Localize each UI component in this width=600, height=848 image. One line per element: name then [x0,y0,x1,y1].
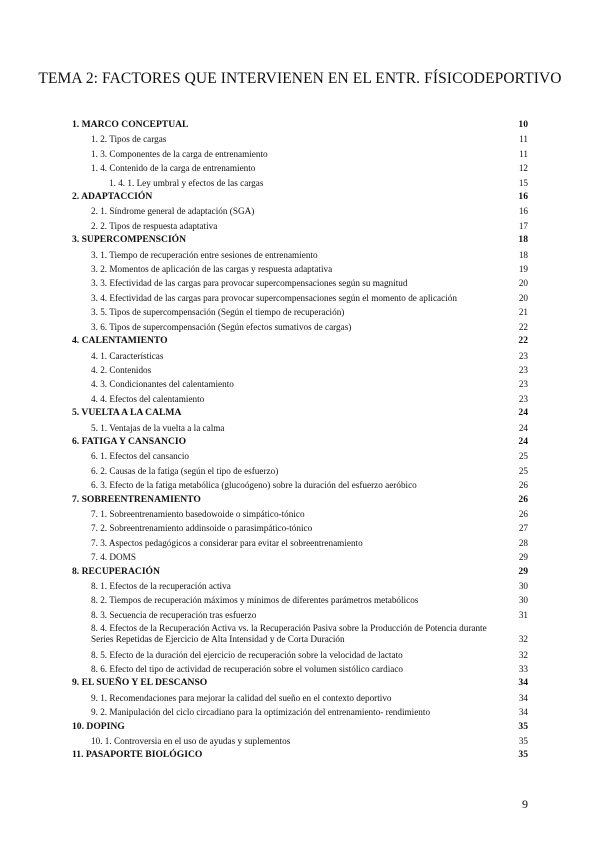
toc-entry-label: 7. SOBREENTRENAMIENTO [72,493,201,505]
toc-entry-label: 5. 1. Ventajas de la vuelta a la calma [91,422,225,433]
toc-entry-label: 6. 1. Efectos del cansancio [91,451,189,462]
toc-entry-label: 2. ADAPTACCIÓN [72,191,153,203]
toc-entry-page: 27 [518,523,528,534]
toc-entry-label: 1. 4. 1. Ley umbral y efectos de las cargas [109,177,264,188]
toc-entry-page: 19 [518,264,528,275]
toc-entry-page: 28 [518,537,528,548]
table-of-contents [72,118,528,763]
toc-subsection-entry[interactable] [72,662,528,676]
toc-subsection-entry[interactable] [72,550,528,564]
toc-entry-page: 11 [519,134,528,145]
toc-entry-page: 34 [518,692,528,703]
toc-entry-label: 6. FATIGA Y CANSANCIO [72,435,187,447]
toc-entry-label: 7. 3. Aspectos pedagógicos a considerar para evitar el sobreentrenamiento [91,537,363,548]
toc-entry-page: 31 [518,609,528,620]
toc-entry-label: 7. 2. Sobreentrenamiento addinsoide o parasimpático-tónico [91,523,313,534]
toc-entry-page: 35 [518,720,528,732]
toc-entry-label: 8. 2. Tiempos de recuperación máximos y mínimos de diferentes parámetros metabólicos [91,595,419,606]
toc-subsection-entry[interactable] [72,478,528,492]
toc-entry-page: 16 [518,191,528,203]
toc-entry-page: 32 [518,649,528,660]
toc-entry-page: 23 [518,364,528,375]
toc-entry-page: 20 [518,292,528,303]
toc-entry-page: 25 [518,451,528,462]
toc-entry-label: 8. 6. Efecto del tipo de actividad de recuperación sobre el volumen sistólico cardiaco [91,664,404,675]
toc-entry-page: 22 [518,335,528,347]
toc-section-entry[interactable] [72,748,528,762]
toc-entry-page: 24 [518,407,528,419]
toc-entry-label: 4. 2. Contenidos [91,364,152,375]
toc-subsection-entry[interactable] [72,622,528,647]
toc-entry-label: 1. MARCO CONCEPTUAL [72,119,189,130]
toc-entry-label: 4. CALENTAMIENTO [72,335,168,347]
toc-entry-label: 6. 2. Causas de la fatiga (según el tipo de esfuerzo) [91,465,279,476]
toc-entry-page: 18 [518,234,528,246]
toc-entry-page: 18 [518,249,528,260]
toc-entry-label: 3. 4. Efectividad de las cargas para provocar supercompensaciones según el momento de aplicación [91,292,457,303]
toc-entry-page: 26 [518,508,528,519]
toc-entry-label: 8. 1. Efectos de la recuperación activa [91,581,231,591]
toc-subsection-entry[interactable] [72,507,528,521]
toc-entry-page: 24 [518,435,528,447]
toc-entry-page: 32 [518,634,528,645]
toc-entry-label: 4. 4. Efectos del calentamiento [91,393,205,404]
toc-entry-page: 10 [518,119,528,130]
toc-entry-page: 16 [518,206,528,217]
toc-subsection-entry[interactable] [72,734,528,748]
toc-entry-page: 30 [518,595,528,606]
toc-entry-page: 35 [518,749,528,761]
toc-subsection-entry[interactable] [72,363,528,377]
toc-section-entry[interactable] [72,676,528,690]
toc-entry-page: 17 [518,220,528,231]
toc-entry-page: 33 [518,664,528,675]
toc-entry-page: 30 [518,581,528,591]
toc-section-entry[interactable] [72,406,528,420]
toc-section-entry[interactable] [72,118,528,132]
toc-entry-page: 29 [518,565,528,577]
toc-subsection-entry[interactable] [72,536,528,550]
toc-subsection-entry[interactable] [72,248,528,262]
toc-entry-label: 8. RECUPERACIÓN [72,565,160,577]
toc-subsection-entry[interactable] [72,219,528,233]
toc-subsection-entry[interactable] [72,691,528,705]
toc-subsubsection-entry[interactable] [72,176,528,190]
toc-entry-label: 9. 2. Manipulación del ciclo circadiano para la optimización del entrenamiento- rendimiento [91,707,431,718]
toc-subsection-entry[interactable] [72,421,528,435]
toc-entry-page: 35 [518,736,528,747]
toc-entry-page: 23 [518,379,528,390]
toc-entry-page: 34 [518,677,528,689]
toc-entry-label: 4. 1. Características [91,350,164,361]
toc-entry-page: 26 [518,493,528,505]
toc-entry-label: 1. 4. Contenido de la carga de entrenamiento [91,163,256,174]
toc-entry-label: 3. 5. Tipos de supercompensación (Según el tiempo de recuperación) [91,307,345,318]
toc-section-entry[interactable] [72,435,528,449]
toc-section-entry[interactable] [72,233,528,247]
toc-entry-page: 29 [518,552,528,563]
toc-subsection-entry[interactable] [72,593,528,607]
page-title: TEMA 2: FACTORES QUE INTERVIENEN EN EL ENTR. FÍSICODEPORTIVO [38,70,562,87]
toc-subsection-entry[interactable] [72,320,528,334]
toc-entry-label: 10. DOPING [72,720,125,732]
toc-entry-label: 7. 4. DOMS [91,552,136,563]
toc-subsection-entry[interactable] [72,147,528,161]
toc-subsection-entry[interactable] [72,608,528,622]
toc-subsection-entry[interactable] [72,305,528,319]
toc-entry-page: 11 [519,148,528,159]
toc-entry-label: 8. 3. Secuencia de recuperación tras esfuerzo [91,609,257,620]
toc-section-entry[interactable] [72,493,528,507]
toc-entry-label: 8. 5. Efecto de la duración del ejercicio de recuperación sobre la velocidad de lactato [91,649,403,660]
toc-subsection-entry[interactable] [72,521,528,535]
toc-entry-page: 23 [518,350,528,361]
toc-entry-label: 3. SUPERCOMPENSCIÓN [72,234,187,246]
toc-subsection-entry[interactable] [72,276,528,290]
toc-entry-label: 8. 4. Efectos de la Recuperación Activa vs. la Recuperación Pasiva sobre la Producción de Potencia durante Series Repetidas de Ejercicio de Alta Intensidad y de Corta Duración [91,623,487,645]
toc-subsection-entry[interactable] [72,161,528,175]
toc-entry-page: 12 [518,163,528,174]
toc-entry-page: 23 [518,393,528,404]
toc-subsection-entry[interactable] [72,377,528,391]
toc-section-entry[interactable] [72,334,528,348]
toc-entry-label: 1. 3. Componentes de la carga de entrenamiento [91,148,268,159]
toc-entry-label: 2. 2. Tipos de respuesta adaptativa [91,220,218,231]
toc-entry-label: 1. 2. Tipos de cargas [91,134,167,145]
toc-entry-label: 7. 1. Sobreentrenamiento basedowoide o simpático-tónico [91,508,305,519]
toc-subsection-entry[interactable] [72,392,528,406]
toc-subsection-entry[interactable] [72,579,528,593]
toc-entry-page: 26 [518,480,528,491]
toc-entry-label: 9. EL SUEÑO Y EL DESCANSO [72,677,208,689]
toc-entry-label: 3. 1. Tiempo de recuperación entre sesiones de entrenamiento [91,249,318,260]
toc-subsection-entry[interactable] [72,648,528,662]
page-number: 9 [522,797,528,811]
toc-entry-label: 10. 1. Controversia en el uso de ayudas y suplementos [91,736,291,747]
toc-entry-label: 4. 3. Condicionantes del calentamiento [91,379,234,390]
toc-entry-page: 15 [518,177,528,188]
toc-entry-label: 6. 3. Efecto de la fatiga metabólica (glucoógeno) sobre la duración del esfuerzo aeróbico [91,480,417,491]
toc-subsection-entry[interactable] [72,349,528,363]
toc-section-entry[interactable] [72,720,528,734]
toc-entry-label: 11. PASAPORTE BIOLÓGICO [72,749,203,761]
toc-subsection-entry[interactable] [72,204,528,218]
toc-subsection-entry[interactable] [72,464,528,478]
toc-entry-page: 25 [518,465,528,476]
toc-entry-page: 22 [518,321,528,332]
toc-section-entry[interactable] [72,190,528,204]
toc-entry-label: 3. 6. Tipos de supercompensación (Según efectos sumativos de cargas) [91,321,352,332]
toc-entry-label: 9. 1. Recomendaciones para mejorar la calidad del sueño en el contexto deportivo [91,692,392,703]
toc-subsection-entry[interactable] [72,132,528,146]
toc-subsection-entry[interactable] [72,262,528,276]
toc-subsection-entry[interactable] [72,291,528,305]
toc-entry-page: 34 [518,707,528,718]
toc-entry-label: 5. VUELTA A LA CALMA [72,407,182,419]
toc-entry-page: 20 [518,278,528,289]
toc-entry-label: 3. 2. Momentos de aplicación de las cargas y respuesta adaptativa [91,264,333,275]
toc-subsection-entry[interactable] [72,705,528,719]
toc-entry-page: 21 [518,307,528,318]
toc-entry-label: 2. 1. Síndrome general de adaptación (SGA) [91,206,255,217]
toc-section-entry[interactable] [72,565,528,579]
toc-entry-page: 24 [518,422,528,433]
toc-entry-label: 3. 3. Efectividad de las cargas para provocar supercompensaciones según su magnitud [91,278,408,289]
toc-subsection-entry[interactable] [72,449,528,463]
